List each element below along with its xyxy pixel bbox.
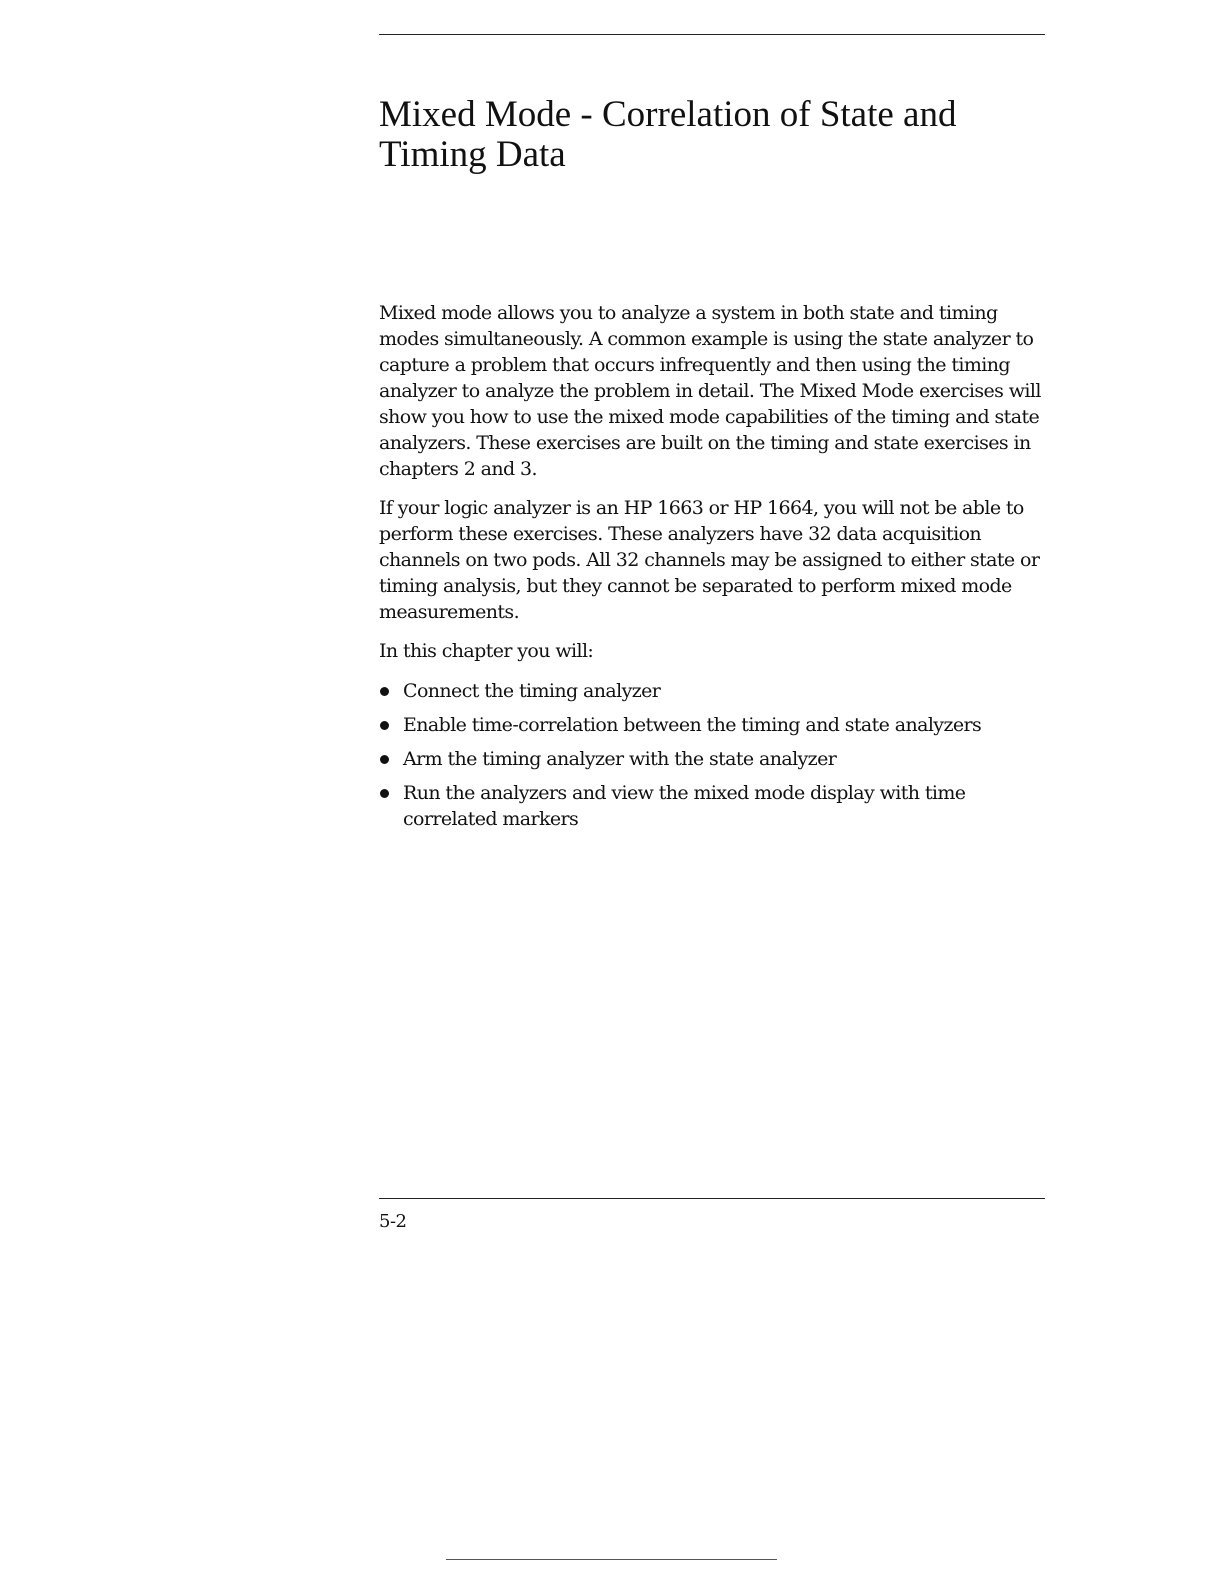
list-item	[379, 780, 1045, 832]
list-item	[379, 746, 1045, 772]
hyperlink-underline[interactable]	[446, 1559, 777, 1560]
page-number: 5-2	[379, 1211, 407, 1232]
bullet-icon	[380, 721, 389, 730]
page-title: Mixed Mode - Correlation of State and Timing Data	[379, 94, 957, 175]
bullet-icon	[380, 755, 389, 764]
body-content	[379, 300, 1045, 840]
list-item-text: Enable time-correlation between the timing and state analyzers	[403, 714, 982, 736]
top-rule	[379, 34, 1045, 35]
list-item	[379, 712, 1045, 738]
list-item-text: Run the analyzers and view the mixed mode display with time correlated markers	[403, 782, 966, 830]
paragraph-hp-1663-note: If your logic analyzer is an HP 1663 or HP 1664, you will not be able to perform these exercises. These analyzers have 32 data acquisition channels on two pods. All 32 channels may be assigned to either state or timing analysis, but they cannot be separated to perform mixed mode measurements.	[379, 497, 1040, 623]
list-item-text: Connect the timing analyzer	[403, 680, 661, 702]
bottom-rule	[379, 1198, 1045, 1199]
list-item	[379, 678, 1045, 704]
bullet-icon	[380, 687, 389, 696]
list-item-text: Arm the timing analyzer with the state analyzer	[403, 748, 837, 770]
chapter-topics-list	[379, 678, 1045, 832]
paragraph-mixed-mode-overview: Mixed mode allows you to analyze a system in both state and timing modes simultaneously. A common example is using the state analyzer to capture a problem that occurs infrequently and then using the timing analyzer to analyze the problem in detail. The Mixed Mode exercises will show you how to use the mixed mode capabilities of the timing and state analyzers. These exercises are built on the timing and state exercises in chapters 2 and 3.	[379, 302, 1041, 480]
chapter-intro: In this chapter you will:	[379, 640, 594, 662]
bullet-icon	[380, 789, 389, 798]
